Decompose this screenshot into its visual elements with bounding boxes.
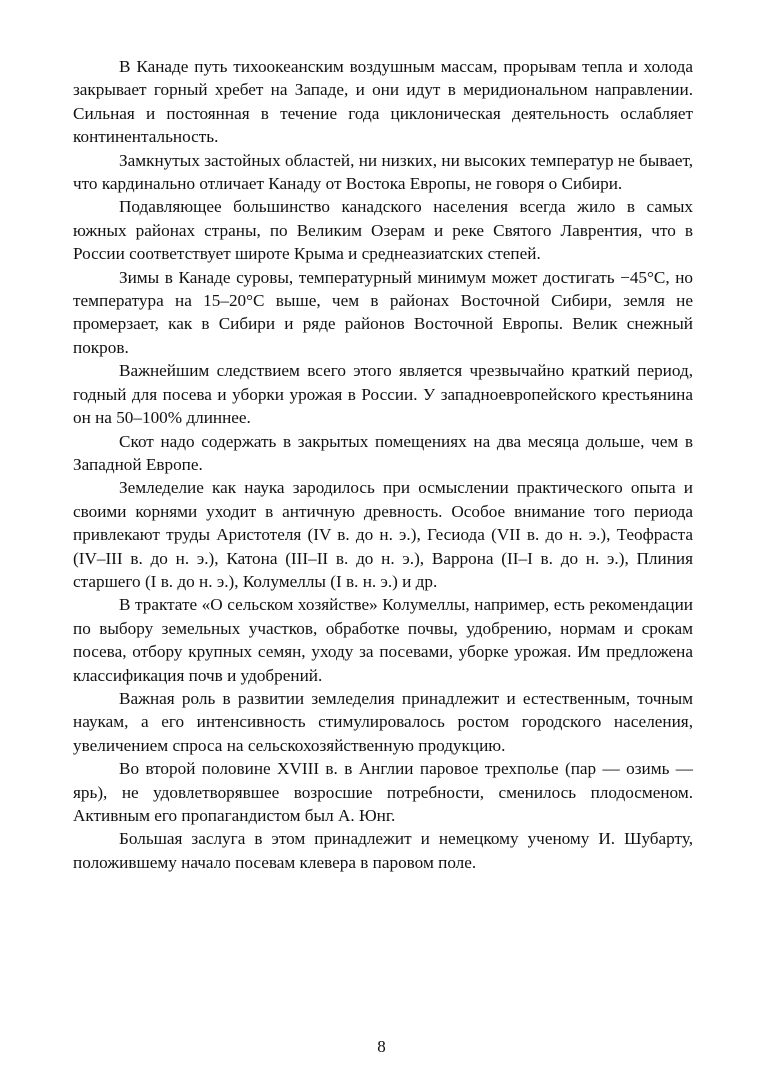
page-number: 8	[377, 1037, 386, 1056]
paragraph-3: Подавляющее большинство канадского населения всегда жило в самых южных районах страны, по Великим Озерам и реке Святого Лаврентия, что в России соответствует широте Крыма и среднеазиатских степей.	[73, 197, 693, 264]
page-body	[73, 55, 693, 874]
paragraph-6: Скот надо содержать в закрытых помещениях на два месяца дольше, чем в Западной Европе.	[73, 431, 693, 474]
paragraph-2: Замкнутых застойных областей, ни низких, ни высоких температур не бывает, что кардинально отличает Канаду от Востока Европы, не говоря о Сибири.	[73, 150, 693, 194]
paragraph-4: Зимы в Канаде суровы, температурный минимум может достигать −45°С, но температура на 15–20°С выше, чем в районах Восточной Сибири, земля не промерзает, как в Сибири и ряде районов Восточной Европы. Велик снежный покров.	[73, 267, 693, 357]
paragraph-5: Важнейшим следствием всего этого является чрезвычайно краткий период, годный для посева и уборки урожая в России. У западноевропейского крестьянина он на 50–100% длиннее.	[73, 361, 693, 428]
paragraph-11: Большая заслуга в этом принадлежит и немецкому ученому И. Шубарту, положившему начало посевам клевера в паровом поле.	[73, 829, 693, 872]
paragraph-1: В Канаде путь тихоокеанским воздушным массам, прорывам тепла и холода закрывает горный хребет на Западе, и они идут в меридиональном направлении. Сильная и постоянная в течение года циклоническая деятельность ослабляет континентальность.	[73, 57, 693, 147]
paragraph-7: Земледелие как наука зародилось при осмыслении практического опыта и своими корнями уходит в античную древность. Особое внимание того периода привлекают труды Аристотеля (IV в. до н. э.), Гесиода (VII в. до н. э.), Теофраста (IV–III в. до н. э.), Катона (III–II в. до н. э.), Варрона (II–I в. до н. э.), Плиния старшего (I в. до н. э.), Колумеллы (I в. н. э.) и др.	[73, 478, 693, 591]
paragraph-10: Во второй половине XVIII в. в Англии паровое трехполье (пар — озимь — ярь), не удовлетворявшее возросшие потребности, сменилось плодосменом. Активным его пропагандистом был А. Юнг.	[73, 759, 693, 825]
paragraph-9: Важная роль в развитии земледелия принадлежит и естественным, точным наукам, а его интенсивность стимулировалось ростом городского населения, увеличением спроса на сельскохозяйственную продукцию.	[73, 688, 693, 755]
paragraph-8: В трактате «О сельском хозяйстве» Колумеллы, например, есть рекомендации по выбору земельных участков, обработке почвы, удобрению, нормам и срокам посева, отбору крупных семян, уходу за посевами, уборке урожая. Им предложена классификация почв и удобрений.	[73, 595, 693, 685]
